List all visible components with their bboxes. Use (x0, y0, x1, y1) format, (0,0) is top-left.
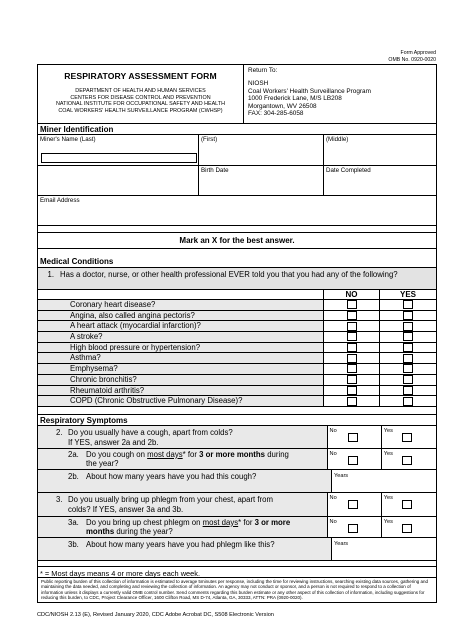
yes-checkbox[interactable] (403, 332, 413, 341)
question-2b (38, 470, 332, 492)
condition-label: Coronary heart disease? (38, 300, 324, 310)
question-number: 3. (56, 494, 63, 504)
agency-block (38, 88, 243, 114)
question-2b-row (38, 470, 436, 493)
agency-line: CENTERS FOR DISEASE CONTROL AND PREVENTION (70, 94, 211, 101)
condition-yes-cell (380, 396, 436, 406)
condition-label: A heart attack (myocardial infarction)? (38, 321, 324, 331)
middle-name-field[interactable] (324, 135, 436, 165)
condition-row (38, 386, 436, 397)
q3a-yes-option[interactable] (382, 517, 436, 537)
years-label: Years (334, 472, 349, 479)
last-name-cell[interactable] (38, 135, 199, 165)
address-line: 1000 Frederick Lane, M/S LB208 (248, 95, 342, 103)
address-line: NIOSH (248, 80, 269, 88)
question-3a-row (38, 517, 436, 538)
form-header (38, 65, 436, 124)
condition-row (38, 321, 436, 332)
question-number: 2b. (68, 471, 79, 481)
footnote: * = Most days means 4 or more days each week. (38, 567, 436, 578)
condition-yes-cell (380, 321, 436, 331)
condition-label: Angina, also called angina pectoris? (38, 311, 324, 321)
q3a-no-checkbox[interactable] (348, 524, 358, 533)
condition-label: Asthma? (38, 353, 324, 363)
question-text: Do you usually bring up phlegm from your chest, apart from (68, 494, 273, 504)
q3a-no-option[interactable] (328, 517, 382, 537)
condition-label: Chronic bronchitis? (38, 375, 324, 385)
no-checkbox[interactable] (347, 311, 357, 320)
last-name-field[interactable] (41, 153, 197, 163)
q2a-yes-checkbox[interactable] (402, 456, 412, 465)
yes-label: Yes (383, 494, 393, 501)
middle-name-label: (Middle) (326, 136, 349, 143)
no-label: No (329, 450, 337, 457)
yes-checkbox[interactable] (403, 354, 413, 363)
dates-row (38, 166, 436, 196)
question-text: Has a doctor, nurse, or other health professional EVER told you that you had any of the following? (60, 270, 398, 279)
form-title: RESPIRATORY ASSESSMENT FORM (64, 71, 217, 81)
condition-no-cell (324, 343, 380, 353)
question-3a (38, 517, 328, 537)
question-text: colds? If YES, answer 3a and 3b. (68, 504, 184, 514)
condition-row (38, 311, 436, 322)
question-text: About how many years have you had phlegm like this? (86, 539, 275, 549)
q3-yes-option[interactable] (382, 493, 436, 516)
condition-row (38, 375, 436, 386)
condition-row (38, 364, 436, 375)
email-field[interactable] (38, 196, 436, 226)
condition-no-cell (324, 311, 380, 321)
yes-checkbox[interactable] (403, 397, 413, 406)
condition-yes-cell (380, 353, 436, 363)
condition-no-cell (324, 353, 380, 363)
no-checkbox[interactable] (347, 375, 357, 384)
no-label: No (329, 494, 337, 501)
question-text: months during the year? (86, 526, 173, 536)
condition-row (38, 396, 436, 407)
condition-label: High blood pressure or hypertension? (38, 343, 324, 353)
no-checkbox[interactable] (347, 354, 357, 363)
form-approval-info (388, 50, 436, 64)
respiratory-symptoms-heading: Respiratory Symptoms (40, 415, 128, 425)
last-name-label: Miner's Name (Last) (40, 136, 96, 143)
question-text: Do you cough on most days* for 3 or more months during (86, 449, 289, 459)
yes-checkbox[interactable] (403, 311, 413, 320)
no-checkbox[interactable] (347, 332, 357, 341)
no-label: No (329, 518, 337, 525)
question-number: 1. (47, 270, 54, 279)
yes-checkbox[interactable] (403, 375, 413, 384)
years-label: Years (334, 540, 349, 547)
condition-label: Emphysema? (38, 364, 324, 374)
q2a-yes-option[interactable] (382, 449, 436, 469)
question-2-row (38, 425, 436, 449)
question-text: About how many years have you had this cough? (86, 471, 257, 481)
q2a-no-option[interactable] (328, 449, 382, 469)
birth-date-label: Birth Date (201, 167, 229, 174)
q2b-years-field[interactable] (332, 470, 436, 492)
condition-label: COPD (Chronic Obstructive Pulmonary Disease)? (38, 396, 324, 406)
no-column-header: NO (324, 290, 380, 299)
condition-yes-cell (380, 311, 436, 321)
blank-cell (38, 166, 199, 195)
condition-no-cell (324, 321, 380, 331)
q2-yes-option[interactable] (382, 426, 436, 448)
condition-row (38, 332, 436, 343)
condition-no-cell (324, 300, 380, 310)
date-completed-field[interactable] (324, 166, 436, 195)
no-checkbox[interactable] (347, 364, 357, 373)
question-1 (38, 267, 436, 290)
question-3-row (38, 493, 436, 517)
question-number: 3b. (68, 539, 79, 549)
condition-row (38, 353, 436, 364)
name-row (38, 135, 436, 166)
question-3 (38, 493, 328, 516)
yes-checkbox[interactable] (403, 300, 413, 309)
yes-checkbox[interactable] (403, 364, 413, 373)
question-text: Do you usually have a cough, apart from colds? (68, 427, 233, 437)
burden-statement: Public reporting burden of this collection of information is estimated to average 5minutes per response, including the time for reviewing instructions, searching existing data sources, gathering and maintaining the data needed, and completing and reviewing the collection of information. An agency may not conduct or sponsor, and a person is not required to respond to a collection of information unless it displays a currently valid OMB control number. Send comments regarding this burden estimate or any other aspect of this collection of information, including suggestions for reducing this burden, to CDC, Project Clearance Officer, 1600 Clifton Road, MS D-74, Atlanta, GA, 30333, ATTN: PRA (0920-0020). (41, 578, 428, 601)
condition-no-cell (324, 396, 380, 406)
condition-label: A stroke? (38, 332, 324, 342)
question-3b (38, 538, 332, 560)
no-checkbox[interactable] (347, 322, 357, 331)
header-title-block (38, 65, 244, 123)
question-number: 3a. (68, 517, 79, 527)
condition-no-cell (324, 364, 380, 374)
question-text: If YES, answer 2a and 2b. (68, 437, 159, 447)
first-name-label: (First) (201, 136, 218, 143)
q3-yes-checkbox[interactable] (402, 500, 412, 509)
q2-no-option[interactable] (328, 426, 382, 448)
condition-yes-cell (380, 364, 436, 374)
q3-no-checkbox[interactable] (348, 500, 358, 509)
yes-label: Yes (383, 427, 393, 434)
condition-no-cell (324, 332, 380, 342)
instruction-text: Mark an X for the best answer. (38, 233, 436, 249)
agency-line: NATIONAL INSTITUTE FOR OCCUPATIONAL SAFETY AND HEALTH (56, 101, 225, 108)
condition-label: Rheumatoid arthritis? (38, 386, 324, 396)
question-2 (38, 426, 328, 448)
miner-identification-heading: Miner Identification (38, 124, 436, 135)
yes-column-header: YES (399, 290, 416, 299)
form-footer: CDC/NIOSH 2.13 (E), Revised January 2020, CDC Adobe Acrobat DC, S508 Electronic Version (37, 612, 274, 618)
return-address-block (244, 65, 436, 123)
no-checkbox[interactable] (347, 386, 357, 395)
birth-date-field[interactable] (199, 166, 324, 195)
yes-label: Yes (383, 518, 393, 525)
address-line: Morgantown, WV 26508 (248, 102, 317, 110)
form-approved-label: Form Approved (400, 50, 436, 56)
condition-yes-cell (380, 375, 436, 385)
question-number: 2a. (68, 449, 79, 459)
yes-checkbox[interactable] (403, 343, 413, 352)
email-label: Email Address (40, 197, 80, 204)
condition-yes-cell (380, 332, 436, 342)
q3-no-option[interactable] (328, 493, 382, 516)
first-name-field[interactable] (199, 135, 324, 165)
medical-conditions-heading: Medical Conditions (40, 257, 114, 266)
no-label: No (329, 427, 337, 434)
condition-row (38, 300, 436, 311)
answer-header-row (38, 290, 436, 300)
yes-checkbox[interactable] (403, 322, 413, 331)
yes-checkbox[interactable] (403, 386, 413, 395)
question-3b-row (38, 538, 436, 561)
condition-no-cell (324, 386, 380, 396)
condition-row (38, 343, 436, 354)
q3b-years-field[interactable] (332, 538, 436, 560)
address-line: FAX: 304-285-6058 (248, 110, 304, 118)
date-completed-label: Date Completed (326, 167, 371, 174)
condition-yes-cell (380, 386, 436, 396)
yes-label: Yes (383, 450, 393, 457)
condition-yes-cell (380, 300, 436, 310)
question-text: the year? (86, 458, 119, 468)
q2-yes-checkbox[interactable] (402, 433, 412, 442)
omb-number: OMB No. 0920-0020 (388, 57, 436, 63)
no-checkbox[interactable] (347, 300, 357, 309)
agency-line: COAL WORKERS' HEALTH SURVEILLANCE PROGRAM (CWHSP) (58, 107, 223, 114)
conditions-list (38, 300, 436, 407)
return-to-label: Return To: (248, 67, 278, 74)
question-number: 2. (56, 427, 63, 437)
condition-yes-cell (380, 343, 436, 353)
question-2a (38, 449, 328, 469)
no-checkbox[interactable] (347, 343, 357, 352)
question-2a-row (38, 449, 436, 470)
condition-no-cell (324, 375, 380, 385)
q2-no-checkbox[interactable] (348, 433, 358, 442)
no-checkbox[interactable] (347, 397, 357, 406)
assessment-form (37, 64, 437, 603)
q2a-no-checkbox[interactable] (348, 456, 358, 465)
address-line: Coal Workers' Health Surveillance Program (248, 87, 371, 95)
q3a-yes-checkbox[interactable] (402, 524, 412, 533)
question-text: Do you bring up chest phlegm on most days* for 3 or more (86, 517, 291, 527)
agency-line: DEPARTMENT OF HEALTH AND HUMAN SERVICES (75, 88, 206, 94)
